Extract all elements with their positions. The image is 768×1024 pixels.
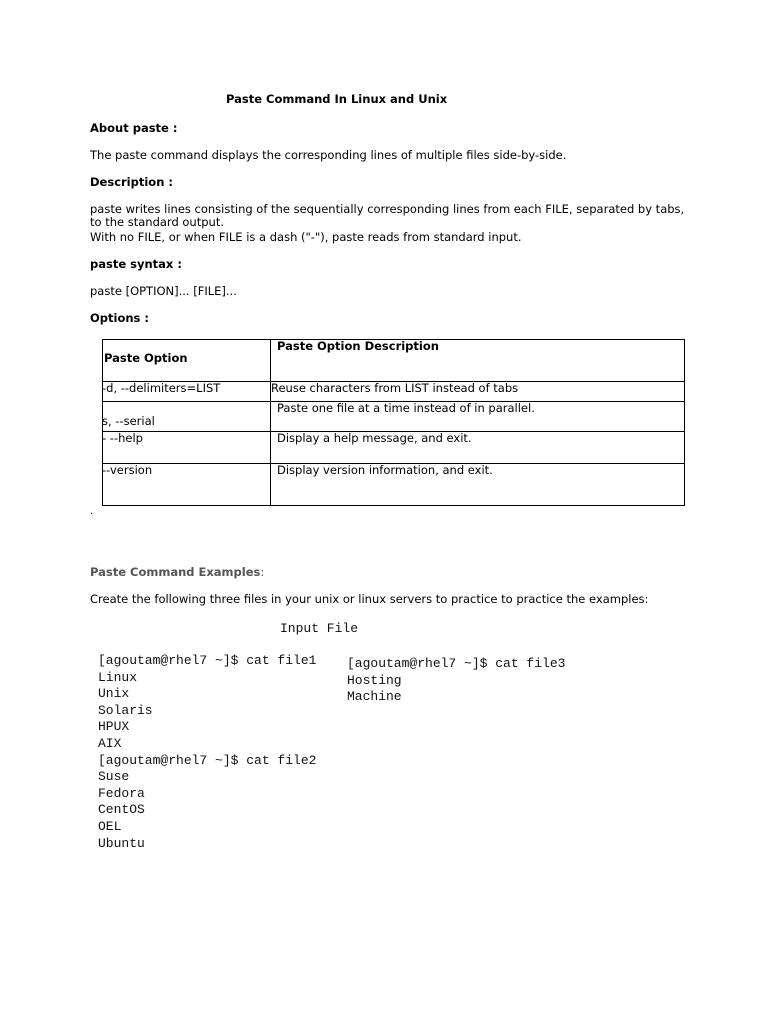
examples-heading-text: Paste Command Examples: [90, 565, 261, 579]
examples-heading-colon: :: [260, 565, 265, 579]
syntax-text: paste [OPTION]... [FILE]...: [90, 284, 237, 298]
about-text: The paste command displays the corresponding lines of multiple files side-by-side.: [90, 148, 567, 162]
table-cell-description: Display a help message, and exit.: [277, 431, 472, 445]
table-cell-description: Reuse characters from LIST instead of tabs: [271, 381, 519, 395]
examples-intro: Create the following three files in your unix or linux servers to practice to practice the examples:: [90, 592, 649, 606]
description-line-2: to the standard output.: [90, 215, 224, 229]
table-border-right: [684, 339, 685, 506]
table-cell-description: Display version information, and exit.: [277, 463, 493, 477]
description-line-3: With no FILE, or when FILE is a dash ("-"), paste reads from standard input.: [90, 230, 522, 244]
table-cell-option: - --help: [102, 431, 143, 445]
table-cell-description: Paste one file at a time instead of in parallel.: [277, 401, 535, 415]
description-heading: Description :: [90, 175, 173, 189]
table-header-description: Paste Option Description: [277, 339, 439, 353]
code-block-file3: [agoutam@rhel7 ~]$ cat file3 Hosting Machine: [347, 656, 566, 705]
table-header-option: Paste Option: [104, 351, 188, 365]
options-heading: Options :: [90, 311, 149, 325]
options-table: [102, 339, 685, 506]
table-cell-option: -d, --delimiters=LIST: [102, 381, 221, 395]
description-line-1: paste writes lines consisting of the sequentially corresponding lines from each FILE, separated by tabs,: [90, 202, 685, 216]
table-column-divider: [270, 339, 271, 506]
table-cell-option: s, --serial: [102, 414, 155, 428]
stray-dot: .: [90, 506, 94, 517]
about-heading: About paste :: [90, 121, 178, 135]
table-cell-option: --version: [102, 463, 153, 477]
table-border-bottom: [102, 505, 685, 506]
code-block-file1-file2: [agoutam@rhel7 ~]$ cat file1 Linux Unix Solaris HPUX AIX [agoutam@rhel7 ~]$ cat file2 Suse Fedora CentOS OEL Ubuntu: [98, 653, 317, 851]
page-title: Paste Command In Linux and Unix: [226, 92, 448, 106]
input-file-label: Input File: [280, 621, 359, 636]
syntax-heading: paste syntax :: [90, 257, 182, 271]
examples-heading: [90, 565, 264, 579]
